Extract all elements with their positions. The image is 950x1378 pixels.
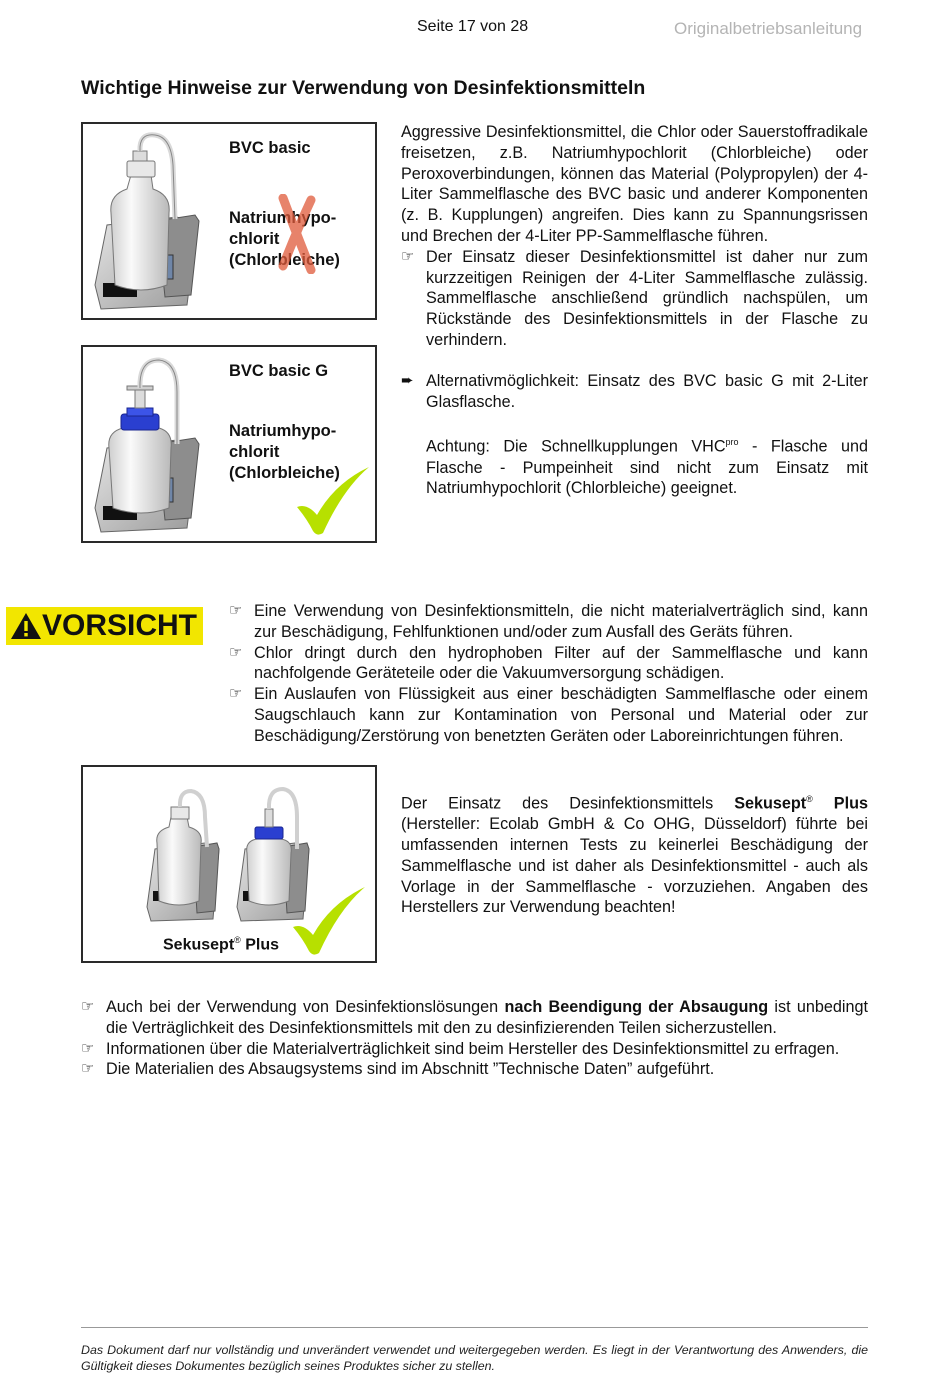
alternative-text: Alternativmöglichkeit: Einsatz des BVC basic G mit 2-Liter Glasflasche.	[426, 371, 868, 411]
figure2-agent-line1: Natriumhypo-	[229, 422, 337, 440]
warning-item	[229, 684, 868, 746]
registered-mark: ®	[234, 935, 241, 945]
final-notes	[81, 997, 868, 1080]
figure-bvc-basic-g	[81, 345, 377, 543]
check-icon	[293, 463, 373, 539]
note-item	[81, 1059, 868, 1080]
figure1-agent-line1: Natriumhypo-	[229, 209, 337, 227]
attention-item	[401, 432, 868, 499]
warning-items	[229, 601, 868, 747]
intro-paragraph: Aggressive Desinfektionsmittel, die Chlor oder Sauerstoffradikale freisetzen, z.B. Natriumhypochlorit (Chlorbleiche) oder Peroxoverbindungen, können das Material (Polypropylen) der 4-Liter Sammelflasche des BVC basic und anderer Komponenten (z. B. Kupplungen) angreifen. Dies kann zu Spannungsrissen und Brechen der 4-Liter PP-Sammelflasche führen.	[401, 123, 868, 245]
warning-item	[229, 643, 868, 685]
arrow-right-icon: ➨	[401, 371, 414, 389]
page-number: Seite 17 von 28	[417, 18, 529, 35]
alternative-item	[401, 371, 868, 413]
warning-triangle-icon	[10, 612, 42, 640]
hand-pointer-icon: ☞	[229, 602, 243, 619]
check-icon	[289, 883, 369, 959]
note1-bold: nach Beendigung der Absaugung	[504, 998, 769, 1016]
figure-sekusept-plus	[81, 765, 377, 963]
hand-pointer-icon: ☞	[81, 1039, 95, 1057]
figure3-label	[163, 930, 279, 955]
note3-text: Die Materialien des Absaugsystems sind im Abschnitt ”Technische Daten” aufgeführt.	[106, 1060, 715, 1079]
hand-pointer-icon: ☞	[81, 998, 95, 1015]
hand-pointer-icon: ☞	[401, 247, 415, 265]
hand-pointer-icon: ☞	[229, 685, 243, 703]
sekusept-name: Sekusept	[734, 794, 807, 813]
figure1-agent-line3: (Chlorbleiche)	[229, 251, 340, 269]
hand-pointer-icon: ☞	[229, 643, 243, 661]
note-text: Der Einsatz dieser Desinfektionsmittel ist daher nur zum kurzzeitigen Reinigen der 4-Liter Sammelflasche zulässig. Sammelflasche anschließend gründlich nachspülen, um Rückstände des Desinfektionsmittels in der Flasche zu verhindern.	[426, 247, 868, 349]
warning-item-text: Ein Auslaufen von Flüssigkeit aus einer beschädigten Sammelflasche oder einem Saugschlauch kann zur Kontamination von Personal und Material oder zur Beschädigung/Zerstörung von benetzten Geräten oder Laboreinrichtungen führen.	[254, 685, 868, 745]
footer-divider	[81, 1327, 868, 1328]
warning-badge	[6, 607, 203, 645]
figure1-model-label: BVC basic	[229, 139, 311, 157]
bvc-basic-g-device-illustration	[87, 348, 237, 542]
figure2-model-label: BVC basic G	[229, 362, 329, 380]
sekusept-paragraph-post: (Hersteller: Ecolab GmbH & Co OHG, Düsseldorf) führte bei umfassenden internen Tests zu keinerlei Beschädigung der Sammelflasche und ist daher als Desinfektionsmittel - auch als Vorlage in der Sammelflasche - vorzuziehen. Angaben des Herstellers zur Verwendung beachten!	[401, 815, 868, 917]
figure1-agent-line2: chlorit	[229, 230, 280, 248]
warning-item-text: Eine Verwendung von Desinfektionsmitteln, die nicht materialverträglich sind, kann zur Beschädigung, Fehlfunktionen und/oder zum Ausfall des Geräts führen.	[254, 602, 868, 641]
hand-pointer-icon: ☞	[81, 1060, 95, 1078]
document-type: Originalbetriebsanleitung	[674, 19, 863, 38]
figure3-label-pre: Sekusept	[163, 936, 235, 954]
figure2-agent-line3: (Chlorbleiche)	[229, 464, 340, 482]
attention-text-post: - Flasche und Flasche - Pumpeinheit sind nicht zum Einsatz mit Natriumhypochlorit (Chlorbleiche) geeignet.	[426, 437, 868, 498]
warning-item-text: Chlor dringt durch den hydrophoben Filter auf der Sammelflasche und kann nachfolgende Geräteteile oder die Vakuumversorgung schädigen.	[254, 643, 868, 683]
warning-item	[229, 601, 868, 643]
section1-text	[401, 122, 868, 499]
note1-pre: Auch bei der Verwendung von Desinfektionslösungen	[106, 998, 505, 1016]
sekusept-name-plus: Plus	[812, 794, 868, 813]
note2-text: Informationen über die Materialverträglichkeit sind beim Hersteller des Desinfektionsmittel zu erfragen.	[106, 1039, 840, 1058]
section2-text	[401, 789, 868, 918]
note-item	[81, 997, 868, 1039]
attention-text-pre: Achtung: Die Schnellkupplungen VHC	[426, 437, 726, 456]
sekusept-paragraph-pre: Der Einsatz des Desinfektionsmittels	[401, 794, 735, 813]
registered-mark: ®	[806, 794, 813, 804]
figure2-agent-line2: chlorit	[229, 443, 280, 461]
figure-bvc-basic	[81, 122, 377, 320]
figure3-label-post: Plus	[240, 936, 280, 954]
warning-label: VORSICHT	[42, 609, 198, 642]
footer-disclaimer: Das Dokument darf nur vollständig und unverändert verwendet und weitergegeben werden. Es liegt in der Verantwortung des Anwenders, die Gültigkeit dieses Dokumentes bezüglich seines Produktes sicher zu stellen.	[81, 1343, 868, 1373]
cross-icon	[277, 194, 317, 274]
note-item	[81, 1039, 868, 1060]
bvc-basic-device-illustration	[87, 125, 237, 319]
note-item	[401, 247, 868, 351]
section-title: Wichtige Hinweise zur Verwendung von Desinfektionsmitteln	[81, 77, 646, 99]
attention-superscript: pro	[725, 437, 739, 448]
note1-post: ist unbedingt die Verträglichkeit des Desinfektionsmittels mit den zu desinfizierenden Teilen sicherzustellen.	[106, 998, 868, 1037]
